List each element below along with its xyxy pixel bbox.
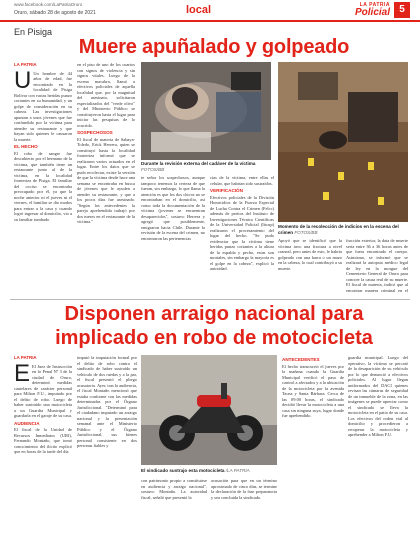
article2-byline: LA PATRIA [14,355,37,360]
article2-column-2 [77,355,137,527]
caption-text-2: Momento de la recolección de indicios en la escena del crimen [278,224,399,235]
article2-subhead-1: AUDIENCIA [14,420,40,426]
issue-date: Oruro, sábado 28 de agosto de 2021 [14,10,96,16]
article1-column-5a [278,238,342,294]
drop-cap: U [14,66,32,94]
article1-text-5a: Apoyó que se identificó que la víctima tuvo una fractura a nivel craneal, pero antes de esto, le habría golpeado con una barra o un mazo en la cabeza, lo cual contribuyó a su muerte. [278,238,342,271]
article1-text-1: Un hombre de 44 años de edad, fue encontrado en la localidad de Pisiga Bolívar con varias heridas punzo cortantes en su humanidad, y un golpe de consideración en su cabeza. Las investigaciones apuntan a unos jóvenes que fue confundido por la víctima para atender su restaurante y que hayan sido quienes le causaron la muerte. [14,70,72,142]
page-number: 5 [394,2,410,18]
brand-name: LA PATRIA [359,2,390,8]
article2-column-3 [211,478,277,528]
motorcycle-photo [141,355,277,465]
article1-text-5: fracción exterior, la data de muerte sería entre 36 a 36 horas antes de que fuera encontrado el cuerpo. Asimismo, se informó que se realizará la autopsia médico legal de ley en la morgue del Cementerio General de Oruro para conocer la causa real de su muerte. El fiscal de materia, indicó que al encontrar manera criminal en el [346,238,408,293]
article2-text-5: con patrimonio propio a constituirse en audiencia y arraigo nacional", sostuvo Montaño. La autoridad fiscal, señaló que presentó la [141,478,207,500]
article1-kicker: En Pisiga [14,27,53,37]
article1-column-5 [346,238,408,294]
brand-logo [355,2,390,18]
crime-scene-caption [278,224,408,235]
article1-subhead-2: SOSPECHOSOS [77,130,113,135]
article1-text-4: cias de la víctima, entre ellas el celular, que habrían sido sustraídos. [210,175,274,186]
article1-byline: LA PATRIA [14,62,37,67]
crime-scene-photo [278,62,408,222]
brand-section: Policial [354,7,390,18]
drop-cap-2: E [14,359,31,387]
article2-title [14,302,414,350]
article2-subhead-3: ANTECEDENTES [282,357,320,362]
article1-text-2: en el piso de uno de los cuartos con signos de violencia y sin signos vitales. Luego de la escena macabra, llamó a efectivos policiales de aquella localidad que, por la magnitud del asesinato, solicitaron especializados del "verde olivo" y del Ministerio Público se constituyeron hasta el lugar para iniciar las pesquisas de lo ocurrido. [77,62,135,128]
article2-column-1 [14,355,72,527]
motorcycle-photo-image [141,355,277,465]
crime-scene-photo-image [278,62,408,222]
article2-text-1b: El fiscal de la Unidad de Recursos Inmediatos (URI), Fernando Montaño, que tomó conocimiento del ilícito explicó que en horas de la tarde del día [14,427,72,454]
caption-credit-3: /LA PATRIA [225,468,250,473]
article2-text-1: El Juez de Instrucción en lo Penal Nº 3 de la ciudad de Oruro, determinó medidas cautelares de carácter personal para Milton F.U., imputado por el delito de robo. Luego de haber sustraído una motocicleta a un Guardia Municipal y guardarla en el garaje de su casa. [14,363,72,418]
article1-text-4b: Efectivos policiales de la División Homicidios de la Fuerza Especial de Lucha Contra el Crimen (Felcc) además de peritos del Instituto de Investigaciones Técnico Científicas de la Universidad Policial (Iitcup) realizaron el procesamiento del lugar del hecho. "Se pudo evidenciar que la víctima tiene heridas punzo cortantes a la altura de la espalda y pecho, estas son mortales, sin embargo la mayoría es el golpe en la cabeza", explicó la autoridad. [210,194,274,271]
social-link[interactable]: www.facebook.com/LaPatriaOruro [14,2,83,7]
article-divider [10,299,410,300]
article1-column-3 [141,175,205,294]
article2-text-4: guardia municipal. Luego del operativo, la víctima se percató de la desaparición de su vehículo por lo que denunció a efectivos policiales. Al lugar llegan uniformados del DACI quienes revisan las cámaras de seguridad de un inmueble de la zona, en las imágenes se puede apreciar como el sindicado se lleva la motocicleta en el patio de su casa. Los efectivos del orden vial al domicilio y procedieron a recuperar la motocicleta y aprehender a Milton F.U. [348,355,408,437]
article1-text-2b: El fiscal de materia de Sabaya-Toledo, Erick Herrera, quien se constituyó hasta la localidad fronteriza informó que se realizaron varios actuados en el lugar. Entre los datos que se pudo recolectar, existe la versión de que la víctima desde hace una semana se encontraba en busca de jóvenes que le ayuden a atender su restaurante, y que a los pocos días fue asesinado. "Según los antecedentes la pareja aprehendida trabajó por dos meses en el restaurante de la víctima." [77,136,135,224]
article1-text-3: te señor los sospechosos, aunque tampoco tenemos la certeza de que fueran, sin embargo, lo que llama la atención es que los dos chicos no se encontraban en el domicilio, así como toda la documentación de la víctima (jovenes se encuentran desaparecidos", sostuvo Herrera y agregó que posiblemente, emigraron hacia Chile. Durante la revisión de la escena del crimen, no encontraron las pertenencias [141,175,205,241]
article2-text-3b: El hecho transcurrió el jueves por la mañana cuando la Guardia Municipal verificó el paso de control a afectados y a la ubicación de la motocicleta por la avenida Tacna y Santa Bárbara. Cerca de las 09:00 horas, el sindicado decidió llevar la motocicleta a una casa sin ninguna suya, lugar donde fue aprehendido. [282,363,344,418]
article1-subhead-1: EL HECHO [14,144,38,149]
caption-credit-2: FOTOS/BB [294,229,318,235]
article2-text-3: acusación para que en un término aproximado de cinco días, se termine la declaración de la fase preparatoria y sea concluida la sindicado. [211,478,277,500]
article2-column-3a [141,478,207,528]
article2-column-5 [348,355,408,527]
article1-column-4 [210,175,274,294]
motorcycle-caption [141,468,277,474]
article1-column-1 [14,62,72,294]
article1-text-1b: El robo de sangre fue descubierto por el hermano de la víctima, que también tiene un restaurante junto al de la víctima, en la localidad fronteriza de Pisiga. El familiar del occiso se encontraba preocupado por él, ya que la noche anterior ni el jueves ni el viernes, el familiar se dio modos para entrar a la casa y cuando logró ingresar al domicilio, vio a su familiar tumbado [14,150,72,222]
article2-title-line1: Disponen arraigo nacional para [64,303,364,325]
victim-photo-image [141,62,271,160]
victim-photo [141,62,271,160]
caption-text-3: El sindicado sustrajo esta motocicleta [141,468,225,473]
section-name: local [186,4,212,16]
article2-column-4 [282,355,344,527]
article1-column-2 [77,62,135,294]
article2-title-line2: implicado en robo de motocicleta [55,327,373,349]
page-header [0,0,420,22]
article2-text-2: imputó la imputación formal por el delito de robo contra el sindicado de haber sustraído un vehículo de dos ruedas y a la par, el fiscal presentó el pliego acusatorio. Ayer, tras la audiencia, el fiscal Montaño mencionó que estaba conforme con las medidas determinadas por el Órgano Jurisdiccional. "Determinó para el ciudadano imputado un arraigo nacional y la presentación semanal ante el Ministerio Público y el Órgano Jurisdiccional, sus bienes personal consistente en dos personas fiables y [77,355,137,448]
article1-title: Muere apuñalado y golpeado [78,36,350,58]
caption-text: Durante la revisión externa del cadáver de la víctima [141,161,256,166]
caption-credit: FOTOS/BB [141,166,165,172]
victim-photo-caption [141,161,271,172]
article1-subhead-4: VERIFICACIÓN [210,188,243,193]
